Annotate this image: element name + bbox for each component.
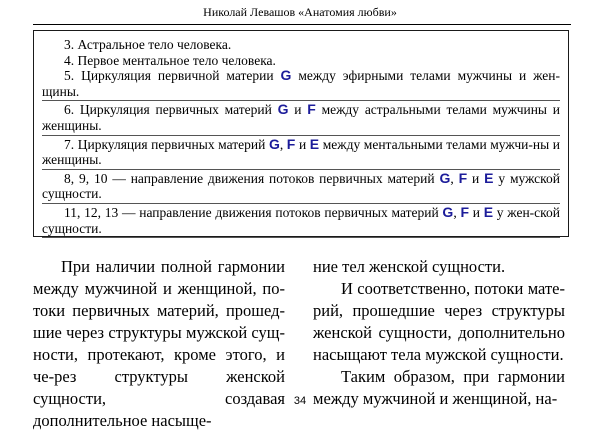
matter-letter: G — [268, 135, 280, 152]
matter-letter: F — [458, 169, 468, 186]
matter-letter: F — [460, 203, 469, 220]
legend-text: 8, 9, 10 — направление движения потоков первичных материй — [64, 170, 440, 186]
running-header: Николай Левашов «Анатомия любви» — [203, 5, 397, 19]
matter-letter: E — [483, 203, 494, 220]
matter-letter: F — [307, 101, 316, 118]
legend-text: между астральными телами мужчины и женщины. — [42, 102, 560, 133]
matter-letter: G — [442, 203, 454, 220]
matter-letter: G — [280, 67, 292, 84]
page-number: 34 — [293, 395, 307, 407]
paragraph: При наличии полной гармонии между мужчиной и женщиной, по-токи первичных материй, прошед-шие через структуры мужской сущ-ности, протекают, кроме этого, и че-рез структуры женской сущности, создавая дополнительное насыще- — [33, 257, 285, 430]
legend-text: между эфирными телами мужчины и жен-щины. — [42, 68, 561, 99]
legend-text: , — [450, 170, 459, 186]
legend-item — [42, 53, 560, 69]
legend-text: и — [469, 204, 484, 220]
matter-letter: E — [309, 135, 320, 152]
legend-text: 4. Первое ментальное тело человека. — [64, 52, 276, 68]
legend-text: 5. Циркуляция первичной материи — [64, 68, 281, 84]
legend-text: , — [453, 204, 461, 220]
legend-text: у мужской сущности. — [42, 170, 560, 202]
legend-item — [42, 37, 560, 53]
paragraph: ние тел женской сущности. — [313, 257, 506, 276]
legend-item — [42, 68, 560, 101]
legend-text: , — [279, 136, 287, 152]
legend-text: 7. Циркуляция первичных материй — [64, 136, 269, 152]
legend-item — [42, 137, 560, 170]
matter-letter: E — [484, 169, 494, 186]
legend-text: и — [467, 170, 485, 186]
legend-text: между ментальными телами мужчи-ны и женщины. — [42, 136, 560, 168]
paragraph: Таким образом, при гармонии между мужчиной и женщиной, на- — [313, 367, 565, 408]
legend-item — [42, 205, 560, 238]
header-rule — [33, 24, 571, 25]
legend-text: 11, 12, 13 — направление движения потоков первичных материй — [64, 204, 443, 220]
legend-text: и — [288, 102, 308, 118]
matter-letter: G — [277, 101, 289, 118]
text-column-right — [313, 256, 565, 410]
matter-letter: G — [439, 169, 451, 186]
figure-legend-box — [33, 30, 569, 237]
legend-text: 3. Астральное тело человека. — [64, 37, 232, 52]
paragraph: И соответственно, потоки мате-рий, прошедшие через структуры женской сущности, дополнительно насыщают тела мужской сущности. — [313, 279, 565, 364]
legend-item — [42, 102, 560, 135]
legend-text: у жен-ской сущности. — [42, 204, 560, 236]
legend-text: 6. Циркуляция первичных материй — [64, 102, 278, 118]
legend-item — [42, 171, 560, 204]
legend-text: и — [295, 136, 310, 152]
matter-letter: F — [286, 135, 296, 152]
